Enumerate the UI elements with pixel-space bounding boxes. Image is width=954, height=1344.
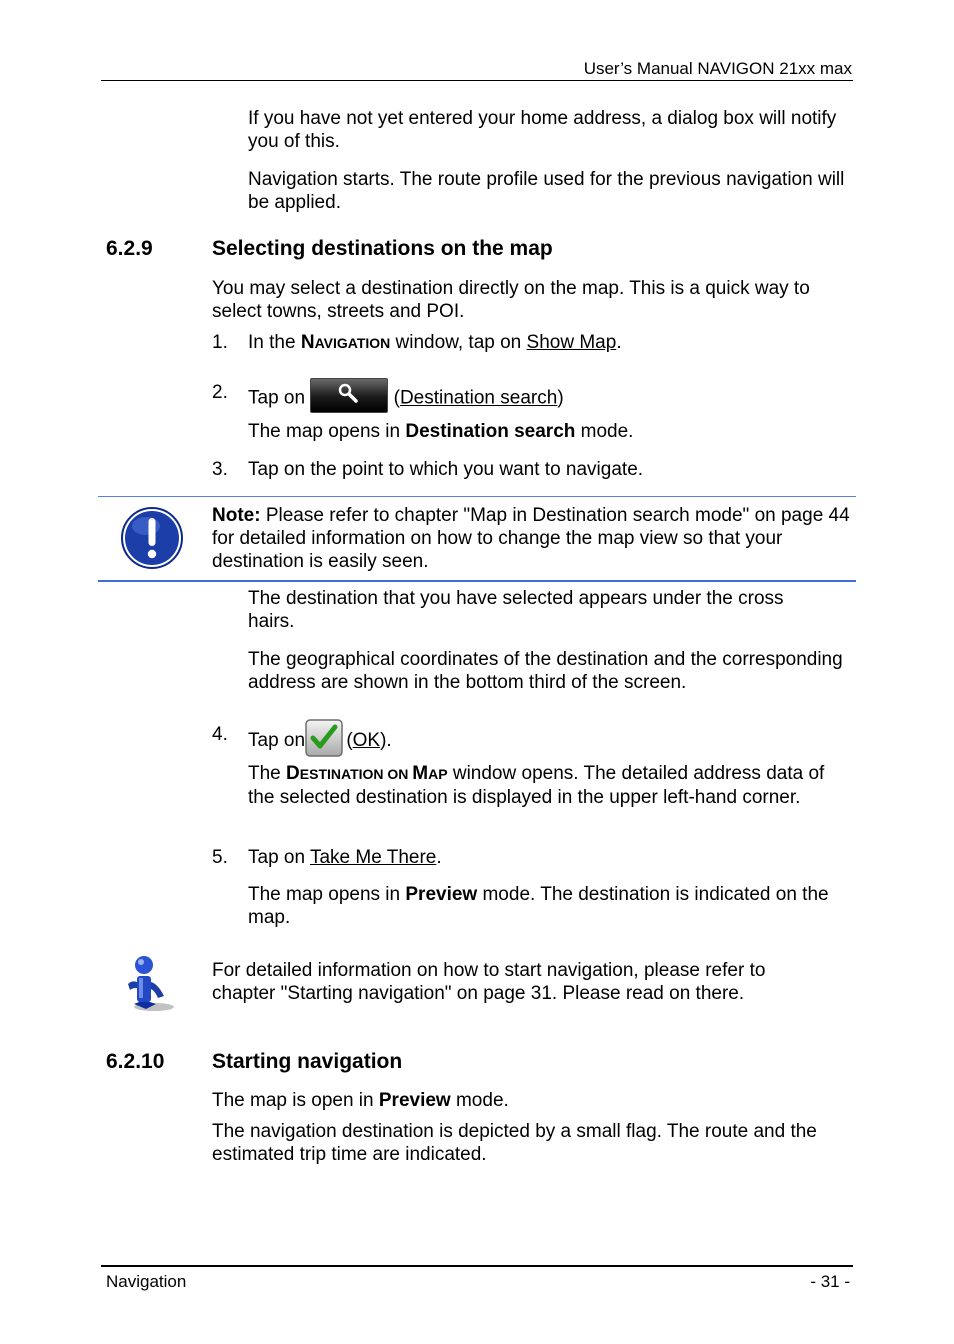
step-3-number: 3. — [212, 459, 228, 480]
step-3-text: Tap on the point to which you want to navigate. — [248, 459, 644, 480]
page-header — [100, 57, 852, 80]
step-5-number: 5. — [212, 847, 228, 868]
note-text — [212, 504, 852, 573]
show-map-link[interactable]: Show Map — [526, 332, 617, 353]
footer-rule — [101, 1265, 853, 1267]
window-name-navigation-rest: AVIGATION — [314, 335, 391, 351]
step-1-pre: In the — [248, 332, 301, 353]
step-2-text — [248, 381, 848, 416]
section-629-title: Selecting destinations on the map — [212, 237, 553, 260]
step-4-paren-open: ( — [346, 730, 353, 752]
take-me-there-link[interactable]: Take Me There — [309, 847, 437, 868]
info-person-icon — [122, 954, 178, 1014]
step-1-post: . — [616, 332, 622, 353]
ok-button[interactable] — [305, 719, 341, 755]
step-2-paren-close: ) — [557, 387, 564, 409]
after-note-paragraph-1: The destination that you have selected appears under the cross hairs. — [248, 588, 784, 632]
section-6210-p1-pre: The map is open in — [212, 1090, 379, 1111]
section-629-number: 6.2.9 — [106, 237, 153, 260]
exclamation-icon — [120, 506, 184, 570]
window-name-on: ON — [383, 766, 413, 782]
window-name-map-cap: M — [412, 763, 429, 784]
section-629-intro: You may select a destination directly on the map. This is a quick way to select towns, streets and POI. — [212, 278, 810, 322]
step-1-text — [248, 331, 848, 355]
section-6210-p1-post: mode. — [450, 1090, 509, 1111]
step-2-result-post: mode. — [575, 421, 634, 442]
mode-name-preview: Preview — [405, 884, 478, 905]
info-text: For detailed information on how to start navigation, please refer to chapter "Starting navigation" on page 31. Please read on there. — [212, 960, 766, 1004]
step-5-pre: Tap on — [248, 847, 310, 868]
step-4-text — [248, 723, 848, 759]
section-6210-paragraph-1 — [212, 1089, 852, 1112]
window-name-map-rest: AP — [428, 766, 448, 782]
section-6210-paragraph-2: The navigation destination is depicted by a small flag. The route and the estimated trip time are indicated. — [212, 1121, 817, 1165]
footer-page-number: - 31 - — [810, 1272, 850, 1291]
section-6210-number: 6.2.10 — [106, 1050, 165, 1073]
destination-search-link[interactable]: Destination search — [399, 387, 558, 409]
step-5-text — [248, 846, 848, 869]
step-1-mid: window, tap on — [390, 332, 527, 353]
section-6210-mode-preview: Preview — [378, 1090, 451, 1111]
window-name-destination-rest: ESTINATION — [299, 766, 384, 782]
step-4-result-pre: The — [248, 763, 287, 784]
step-2-paren-open: ( — [393, 387, 400, 409]
intro-paragraph-1: If you have not yet entered your home address, a dialog box will notify you of this. — [248, 108, 837, 152]
window-name-navigation-cap: N — [300, 332, 315, 353]
step-2-number: 2. — [212, 382, 228, 403]
step-4-number: 4. — [212, 724, 228, 745]
step-2-pre: Tap on — [248, 387, 306, 409]
step-4-pre: Tap on — [248, 730, 306, 752]
step-5-result-post: mode. The destination is indicated on the map. — [248, 884, 829, 928]
mode-name-destination-search: Destination search — [405, 421, 576, 442]
intro-paragraph-2: Navigation starts. The route profile used for the previous navigation will be applied. — [248, 169, 845, 213]
step-4-paren-close: ). — [380, 730, 392, 752]
window-name-destination-cap: D — [286, 763, 300, 784]
note-body: Please refer to chapter "Map in Destination search mode" on page 44 for detailed information on how to change the map view so that your destination is easily seen. — [212, 505, 850, 572]
step-4-result — [248, 762, 853, 809]
header-title: User’s Manual NAVIGON 21xx max — [583, 59, 852, 78]
step-5-result — [248, 883, 838, 929]
after-note-paragraph-2: The geographical coordinates of the destination and the corresponding address are shown in the bottom third of the screen. — [248, 649, 843, 693]
step-5-post: . — [436, 847, 442, 868]
step-2-result — [248, 420, 848, 443]
checkmark-icon — [305, 719, 343, 757]
section-6210-title: Starting navigation — [212, 1050, 403, 1073]
ok-link[interactable]: OK — [352, 730, 381, 752]
note-top-rule — [98, 496, 856, 497]
step-2-result-pre: The map opens in — [248, 421, 406, 442]
destination-search-button[interactable] — [310, 378, 388, 413]
step-1-number: 1. — [212, 332, 228, 353]
magnifier-icon — [310, 378, 388, 413]
step-4-result-post: window opens. The detailed address data of the selected destination is displayed in the upper left-hand corner. — [248, 763, 825, 808]
step-5-result-pre: The map opens in — [248, 884, 406, 905]
note-label: Note: — [212, 505, 261, 526]
note-bottom-rule — [98, 580, 856, 582]
header-rule — [101, 80, 853, 81]
footer-left: Navigation — [106, 1272, 187, 1291]
